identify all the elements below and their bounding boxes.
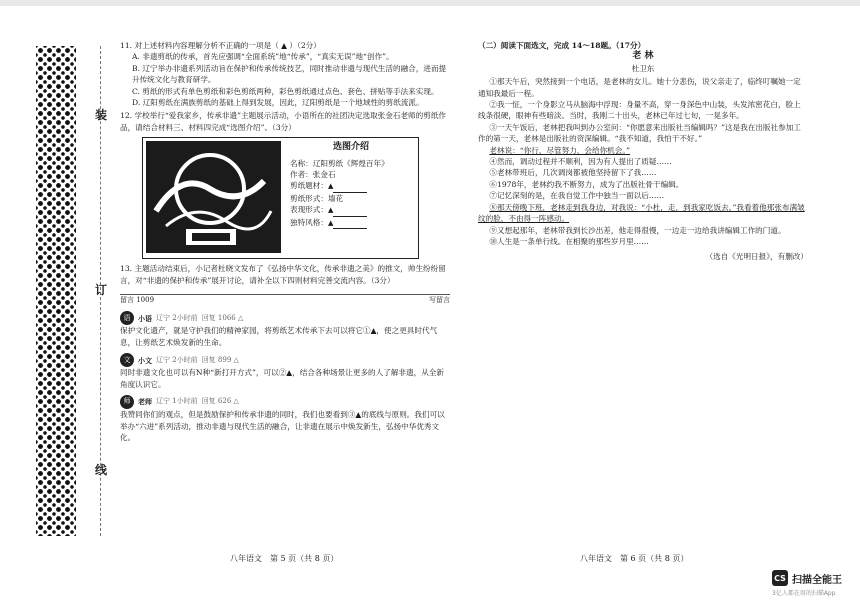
binding-gutter — [0, 6, 112, 546]
question-13 — [120, 263, 450, 286]
comment-board-header — [120, 294, 450, 306]
card-line: 名称：辽阳剪纸《辉煌百年》 — [290, 158, 389, 168]
comment — [120, 395, 450, 443]
page-right — [478, 40, 808, 263]
question-11 — [120, 40, 450, 108]
comment-count: 留言 1009 — [120, 296, 155, 305]
card-title: 选图介绍 — [332, 142, 369, 153]
avatar: 师 — [120, 395, 134, 409]
border-pattern — [36, 46, 76, 536]
option: D. 辽阳剪纸在满族剪纸的基础上得到发展，因此，辽阳剪纸是一个地域性的剪纸流派。 — [132, 98, 424, 108]
answer-blank[interactable] — [333, 184, 367, 193]
paragraph: ⑧那天傍晚下班，老林走到我身边，对我说：“小杜，走，到我家吃饭去。”我看着他那张布满皱纹的脸，不由得一阵感动。 — [478, 202, 805, 224]
brand-name: 扫描全能王 — [792, 574, 842, 586]
user-name: 小语 — [138, 313, 152, 323]
comment-text: 我赞同你们的观点，但是鼓励保护和传承非遗的同时，我们也要看到③▲的底线与原则。我们可以举办“六进”系列活动，推动非遗与现代生活的融合，让非遗在展示中焕发新生，弘扬中华优秀文化。 — [120, 410, 445, 442]
avatar: 文 — [120, 353, 134, 367]
option: B. 辽宁举办非遗系列活动旨在保护和传承传统技艺，同时推动非遗与现代生活的融合，进而提升传统文化与教育研学。 — [132, 63, 447, 85]
comment-header — [120, 311, 450, 325]
paragraph: 老林说：“你行，尽管努力，会给你机会。” — [489, 145, 631, 155]
field-label: 剪纸形式： — [290, 193, 328, 203]
write-comment-button[interactable]: 写留言 — [429, 296, 450, 305]
paragraph: ③一天午饭后，老林把我叫到办公室问：“你愿意来出版社当编辑吗？”这是我在出版社参加工作的第一天，老林是出版社的资深编辑。“我不知道，我怕干不好。” — [478, 122, 801, 144]
field-value: ▲ — [327, 182, 334, 191]
user-meta: 辽宁 2小时前 — [156, 355, 198, 364]
answer-blank[interactable] — [333, 220, 367, 229]
comment-header — [120, 353, 450, 367]
card-field — [290, 180, 412, 192]
paragraph: ④然而，调动过程并不顺利，因为有人提出了质疑…… — [489, 157, 672, 167]
field-label: 剪纸题材： — [290, 181, 328, 191]
gutter-char: 订 — [95, 283, 108, 297]
question-12 — [120, 110, 450, 259]
reply-count: 回复 899 △ — [201, 355, 239, 364]
camscanner-logo-icon: CS — [772, 570, 788, 586]
user-name: 老师 — [138, 397, 152, 407]
selection-card — [284, 138, 418, 258]
option: A. 非遗剪纸的传承，首先应强调“全面系统”地“传承”，“真实无误”地“创作”。 — [132, 52, 394, 62]
source-note: （选自《光明日报》，有删改） — [705, 252, 808, 262]
field-label: 独特风格： — [290, 217, 328, 227]
comment-header — [120, 395, 450, 409]
paragraph: ②我一怔，一个身影立马从脑海中浮现：身量不高，穿一身深色中山装，头发浓密花白，脸上线条很硬，眼神有些暗淡。当时，我刚二十出头，老林已年过七旬，一晃多年。 — [478, 100, 801, 121]
top-strip — [0, 0, 860, 6]
page-left — [120, 40, 450, 443]
field-value: 墙花 — [327, 193, 344, 203]
field-label: 表现形式： — [290, 205, 328, 215]
section-heading: （二）阅读下面选文，完成 14～18题。（17分） — [478, 41, 646, 50]
avatar: 语 — [120, 311, 134, 325]
papercut-image — [146, 141, 281, 253]
card-field — [290, 193, 412, 204]
answer-blank[interactable] — [333, 208, 367, 217]
page-footer-left: 八年语文 第 5 页（共 8 页） — [230, 554, 339, 563]
user-meta: 辽宁 2小时前 — [156, 313, 198, 322]
question-stem: 12. 学校举行“爱我家乡，传承非遗”主题展示活动，小语所在的社团决定选取张金石老师的剪纸作品，请结合材料三、材料四完成“选图介绍”。（3分） — [120, 111, 446, 132]
user-name: 小文 — [138, 355, 152, 365]
paragraph: ⑨又想起那年，老林带我到长沙出差，他走得很慢，一边走一边给我讲编辑工作的门道。 — [489, 225, 786, 235]
comment-text: 保护文化遗产，就是守护我们的精神家园，将剪纸艺术传承下去可以将它①▲，使之更具时代气息，让剪纸艺术焕发新的生命。 — [120, 326, 438, 347]
comment — [120, 311, 450, 348]
paragraph: ⑥1978年，老林约我不断努力，成为了出版社骨干编辑。 — [489, 179, 684, 189]
field-value: ▲ — [327, 206, 334, 215]
user-meta: 辽宁 1小时前 — [156, 397, 198, 406]
brand-tagline: 3亿人都在用的扫描App — [772, 590, 836, 597]
card-field — [290, 204, 412, 216]
reply-count: 回复 626 △ — [201, 397, 239, 406]
question-stem: 11. 对上述材料内容理解分析不正确的一项是（ ▲ ）（2分） — [120, 41, 321, 50]
gutter-char: 线 — [95, 463, 108, 477]
scanner-watermark — [772, 570, 842, 597]
gutter-char: 装 — [95, 108, 108, 122]
paragraph: ⑩人生是一条单行线。在相聚的那些岁月里…… — [489, 236, 649, 246]
card-line: 作者：张金石 — [290, 170, 336, 180]
page-footer-right: 八年语文 第 6 页（共 8 页） — [580, 554, 689, 563]
comment-text: 同时非遗文化也可以有N种“新打开方式”，可以②▲，结合各种场景让更多的人了解非遗，从全新角度认识它。 — [120, 368, 444, 389]
option: C. 剪纸的形式有单色剪纸和彩色剪纸两种，彩色剪纸通过点色、套色、拼贴等手法来实现。 — [132, 86, 439, 96]
field-value: ▲ — [327, 218, 334, 227]
reply-count: 回复 1066 △ — [201, 313, 244, 322]
article-author: 杜卫东 — [631, 63, 655, 73]
papercut-box — [142, 137, 419, 259]
paragraph: ⑦记忆深刻的是，在我自觉工作中独当一面以后…… — [489, 191, 665, 201]
comment — [120, 353, 450, 390]
paragraph: ⑤老林带班后，几次调岗都被他坚持留下了我…… — [489, 168, 657, 178]
question-stem: 13. 主题活动结束后，小记者杜晓文发布了《弘扬中华文化，传承非遗之美》的推文，帅生纷纷留言，对“非遗的保护和传承”展开讨论，请补全以下四则材料完善交流内容。（3分） — [120, 264, 446, 285]
article-title: 老 林 — [632, 51, 654, 62]
paragraph: ①那天午后，突然接到一个电话，是老林的女儿。她十分悲伤，说父亲走了，临终叮嘱她一定通知我最后一程。 — [478, 77, 801, 98]
card-field — [290, 217, 412, 229]
